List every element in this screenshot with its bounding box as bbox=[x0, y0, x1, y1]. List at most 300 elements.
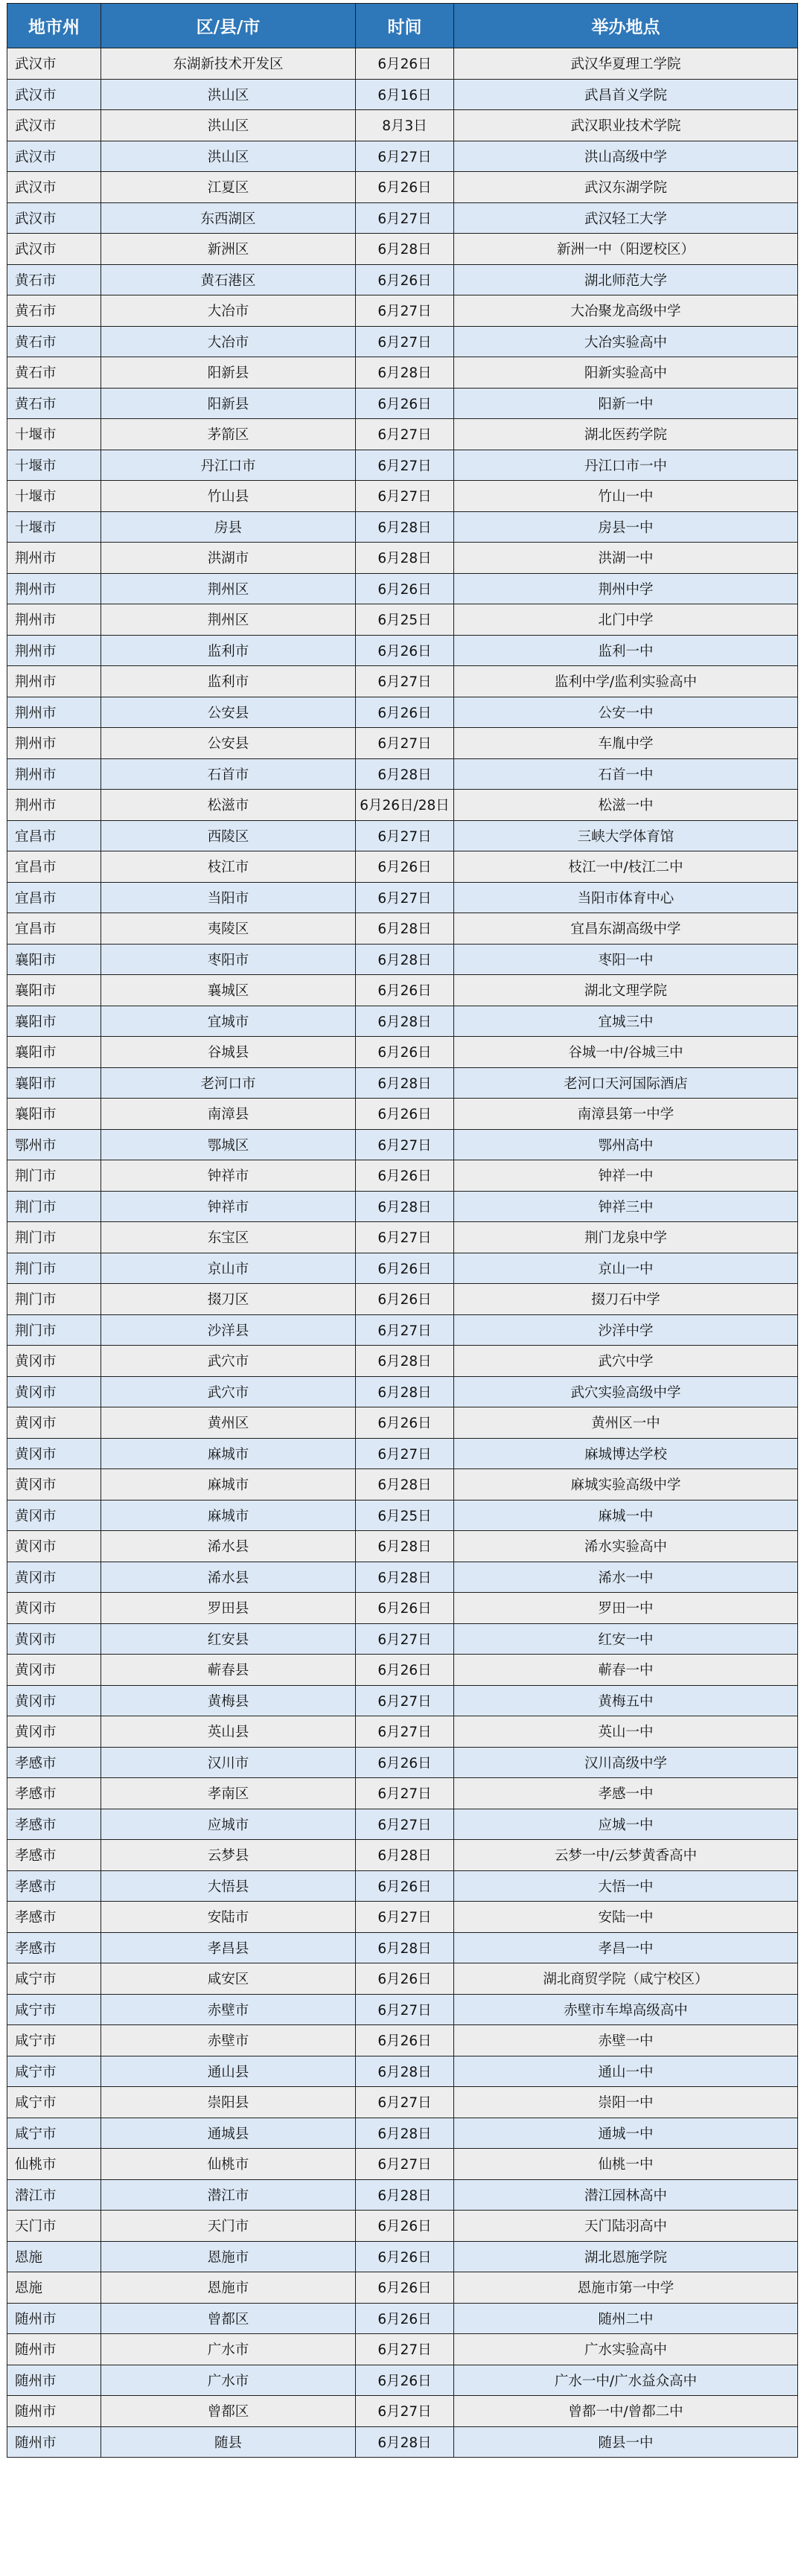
cell-district: 黄梅县 bbox=[101, 1685, 356, 1716]
table-row bbox=[7, 1963, 798, 1995]
cell-district: 云梦县 bbox=[101, 1840, 356, 1871]
cell-district: 麻城市 bbox=[101, 1469, 356, 1500]
table-row bbox=[7, 1099, 798, 1130]
table-row bbox=[7, 1253, 798, 1284]
cell-district: 通山县 bbox=[101, 2056, 356, 2087]
cell-city: 襄阳市 bbox=[7, 944, 101, 975]
table-row bbox=[7, 1747, 798, 1778]
cell-district: 公安县 bbox=[101, 697, 356, 728]
cell-district: 浠水县 bbox=[101, 1531, 356, 1562]
cell-venue: 当阳市体育中心 bbox=[454, 882, 798, 913]
cell-district: 荆州区 bbox=[101, 604, 356, 636]
cell-date: 6月26日 bbox=[356, 635, 454, 666]
cell-venue: 钟祥三中 bbox=[454, 1191, 798, 1222]
cell-date: 6月27日 bbox=[356, 2334, 454, 2365]
cell-venue: 谷城一中/谷城三中 bbox=[454, 1037, 798, 1068]
cell-venue: 武穴实验高级中学 bbox=[454, 1376, 798, 1407]
cell-venue: 洪山高级中学 bbox=[454, 141, 798, 172]
cell-city: 随州市 bbox=[7, 2426, 101, 2458]
cell-city: 孝感市 bbox=[7, 1809, 101, 1840]
cell-venue: 武昌首义学院 bbox=[454, 79, 798, 110]
cell-venue: 赤壁市车埠高级高中 bbox=[454, 1994, 798, 2025]
cell-date: 6月28日 bbox=[356, 2056, 454, 2087]
table-row bbox=[7, 48, 798, 80]
cell-city: 黄冈市 bbox=[7, 1685, 101, 1716]
cell-venue: 通城一中 bbox=[454, 2118, 798, 2149]
cell-venue: 孝感一中 bbox=[454, 1778, 798, 1809]
table-row bbox=[7, 419, 798, 450]
cell-date: 6月27日 bbox=[356, 202, 454, 234]
cell-district: 曾都区 bbox=[101, 2396, 356, 2427]
header-city: 地市州 bbox=[7, 4, 101, 48]
cell-date: 6月27日 bbox=[356, 1222, 454, 1253]
cell-venue: 湖北商贸学院（咸宁校区） bbox=[454, 1963, 798, 1995]
cell-city: 武汉市 bbox=[7, 202, 101, 234]
table-row bbox=[7, 1438, 798, 1469]
cell-date: 6月26日 bbox=[356, 2241, 454, 2272]
cell-venue: 松滋一中 bbox=[454, 790, 798, 821]
cell-district: 洪山区 bbox=[101, 79, 356, 110]
cell-date: 6月27日 bbox=[356, 481, 454, 512]
cell-district: 枝江市 bbox=[101, 851, 356, 883]
cell-district: 孝南区 bbox=[101, 1778, 356, 1809]
cell-date: 6月26日 bbox=[356, 172, 454, 203]
cell-date: 6月27日 bbox=[356, 820, 454, 851]
cell-district: 孝昌县 bbox=[101, 1932, 356, 1963]
table-row bbox=[7, 1685, 798, 1716]
cell-city: 随州市 bbox=[7, 2365, 101, 2396]
cell-venue: 湖北恩施学院 bbox=[454, 2241, 798, 2272]
cell-venue: 黄梅五中 bbox=[454, 1685, 798, 1716]
cell-city: 咸宁市 bbox=[7, 1963, 101, 1995]
cell-date: 6月28日 bbox=[356, 944, 454, 975]
cell-venue: 枣阳一中 bbox=[454, 944, 798, 975]
cell-city: 仙桃市 bbox=[7, 2149, 101, 2180]
cell-date: 6月28日 bbox=[356, 357, 454, 389]
cell-city: 荆州市 bbox=[7, 604, 101, 636]
cell-district: 赤壁市 bbox=[101, 1994, 356, 2025]
cell-date: 6月26日 bbox=[356, 2303, 454, 2334]
cell-venue: 武穴中学 bbox=[454, 1346, 798, 1377]
table-row bbox=[7, 2396, 798, 2427]
cell-district: 当阳市 bbox=[101, 882, 356, 913]
cell-city: 孝感市 bbox=[7, 1778, 101, 1809]
table-row bbox=[7, 2025, 798, 2056]
cell-date: 6月26日 bbox=[356, 48, 454, 80]
cell-date: 6月27日 bbox=[356, 1994, 454, 2025]
cell-venue: 车胤中学 bbox=[454, 728, 798, 759]
cell-venue: 孝昌一中 bbox=[454, 1932, 798, 1963]
cell-district: 丹江口市 bbox=[101, 450, 356, 481]
cell-date: 6月26日 bbox=[356, 1284, 454, 1315]
table-row bbox=[7, 1994, 798, 2025]
cell-district: 钟祥市 bbox=[101, 1191, 356, 1222]
table-row bbox=[7, 2303, 798, 2334]
cell-city: 黄石市 bbox=[7, 264, 101, 295]
table-row bbox=[7, 450, 798, 481]
cell-city: 鄂州市 bbox=[7, 1129, 101, 1160]
cell-district: 洪山区 bbox=[101, 141, 356, 172]
table-row bbox=[7, 2179, 798, 2211]
schedule-table bbox=[7, 3, 798, 2458]
table-row bbox=[7, 1160, 798, 1192]
cell-city: 武汉市 bbox=[7, 110, 101, 141]
cell-city: 黄冈市 bbox=[7, 1407, 101, 1439]
cell-district: 钟祥市 bbox=[101, 1160, 356, 1192]
cell-district: 大冶市 bbox=[101, 326, 356, 357]
cell-date: 6月26日 bbox=[356, 1407, 454, 1439]
cell-city: 随州市 bbox=[7, 2303, 101, 2334]
cell-date: 6月27日 bbox=[356, 141, 454, 172]
cell-date: 6月26日 bbox=[356, 1099, 454, 1130]
cell-city: 宜昌市 bbox=[7, 882, 101, 913]
cell-venue: 大冶实验高中 bbox=[454, 326, 798, 357]
cell-date: 6月27日 bbox=[356, 1438, 454, 1469]
cell-venue: 蕲春一中 bbox=[454, 1655, 798, 1686]
cell-district: 老河口市 bbox=[101, 1067, 356, 1099]
cell-city: 孝感市 bbox=[7, 1870, 101, 1902]
cell-venue: 武汉东湖学院 bbox=[454, 172, 798, 203]
cell-city: 荆门市 bbox=[7, 1191, 101, 1222]
cell-city: 黄冈市 bbox=[7, 1716, 101, 1748]
cell-district: 枣阳市 bbox=[101, 944, 356, 975]
cell-date: 6月28日 bbox=[356, 2426, 454, 2458]
cell-venue: 广水一中/广水益众高中 bbox=[454, 2365, 798, 2396]
cell-city: 咸宁市 bbox=[7, 1994, 101, 2025]
table-row bbox=[7, 1222, 798, 1253]
table-row bbox=[7, 2365, 798, 2396]
cell-city: 宜昌市 bbox=[7, 820, 101, 851]
cell-venue: 天门陆羽高中 bbox=[454, 2211, 798, 2242]
table-row bbox=[7, 913, 798, 945]
cell-district: 黄州区 bbox=[101, 1407, 356, 1439]
cell-date: 6月26日 bbox=[356, 1870, 454, 1902]
cell-district: 红安县 bbox=[101, 1623, 356, 1655]
cell-city: 天门市 bbox=[7, 2211, 101, 2242]
table-row bbox=[7, 1932, 798, 1963]
cell-district: 天门市 bbox=[101, 2211, 356, 2242]
cell-district: 武穴市 bbox=[101, 1376, 356, 1407]
cell-venue: 恩施市第一中学 bbox=[454, 2272, 798, 2304]
cell-city: 十堰市 bbox=[7, 419, 101, 450]
table-row bbox=[7, 1500, 798, 1531]
cell-venue: 南漳县第一中学 bbox=[454, 1099, 798, 1130]
cell-venue: 浠水一中 bbox=[454, 1562, 798, 1593]
cell-date: 6月27日 bbox=[356, 2087, 454, 2118]
cell-venue: 麻城博达学校 bbox=[454, 1438, 798, 1469]
cell-date: 6月27日 bbox=[356, 882, 454, 913]
cell-district: 应城市 bbox=[101, 1809, 356, 1840]
cell-date: 6月27日 bbox=[356, 2396, 454, 2427]
cell-date: 6月28日 bbox=[356, 2179, 454, 2211]
cell-district: 大悟县 bbox=[101, 1870, 356, 1902]
cell-date: 6月28日 bbox=[356, 543, 454, 574]
cell-city: 荆州市 bbox=[7, 758, 101, 790]
cell-district: 新洲区 bbox=[101, 234, 356, 265]
table-row bbox=[7, 172, 798, 203]
cell-venue: 钟祥一中 bbox=[454, 1160, 798, 1192]
table-row bbox=[7, 1531, 798, 1562]
cell-venue: 湖北师范大学 bbox=[454, 264, 798, 295]
table-row bbox=[7, 1562, 798, 1593]
cell-date: 6月26日 bbox=[356, 1747, 454, 1778]
cell-date: 6月27日 bbox=[356, 1685, 454, 1716]
cell-venue: 沙洋中学 bbox=[454, 1314, 798, 1346]
cell-district: 随县 bbox=[101, 2426, 356, 2458]
header-venue: 举办地点 bbox=[454, 4, 798, 48]
cell-date: 6月28日 bbox=[356, 1006, 454, 1037]
cell-venue: 掇刀石中学 bbox=[454, 1284, 798, 1315]
table-row bbox=[7, 1067, 798, 1099]
table-row bbox=[7, 1129, 798, 1160]
table-row bbox=[7, 1376, 798, 1407]
cell-date: 6月28日 bbox=[356, 1531, 454, 1562]
table-row bbox=[7, 882, 798, 913]
cell-date: 6月25日 bbox=[356, 604, 454, 636]
cell-district: 广水市 bbox=[101, 2365, 356, 2396]
cell-date: 6月26日 bbox=[356, 1253, 454, 1284]
cell-venue: 大悟一中 bbox=[454, 1870, 798, 1902]
cell-district: 宜城市 bbox=[101, 1006, 356, 1037]
cell-venue: 武汉轻工大学 bbox=[454, 202, 798, 234]
cell-venue: 公安一中 bbox=[454, 697, 798, 728]
cell-district: 夷陵区 bbox=[101, 913, 356, 945]
cell-district: 沙洋县 bbox=[101, 1314, 356, 1346]
cell-date: 6月26日 bbox=[356, 851, 454, 883]
cell-venue: 荆州中学 bbox=[454, 573, 798, 604]
cell-district: 南漳县 bbox=[101, 1099, 356, 1130]
cell-city: 随州市 bbox=[7, 2334, 101, 2365]
table-row bbox=[7, 635, 798, 666]
cell-district: 汉川市 bbox=[101, 1747, 356, 1778]
cell-district: 襄城区 bbox=[101, 975, 356, 1006]
cell-date: 6月28日 bbox=[356, 1346, 454, 1377]
table-row bbox=[7, 295, 798, 327]
table-row bbox=[7, 1037, 798, 1068]
cell-district: 仙桃市 bbox=[101, 2149, 356, 2180]
cell-city: 襄阳市 bbox=[7, 1006, 101, 1037]
cell-venue: 崇阳一中 bbox=[454, 2087, 798, 2118]
cell-district: 荆州区 bbox=[101, 573, 356, 604]
cell-city: 荆州市 bbox=[7, 573, 101, 604]
table-row bbox=[7, 357, 798, 389]
cell-city: 武汉市 bbox=[7, 141, 101, 172]
cell-district: 广水市 bbox=[101, 2334, 356, 2365]
cell-city: 随州市 bbox=[7, 2396, 101, 2427]
cell-district: 监利市 bbox=[101, 666, 356, 697]
cell-venue: 湖北文理学院 bbox=[454, 975, 798, 1006]
cell-date: 6月27日 bbox=[356, 419, 454, 450]
cell-district: 阳新县 bbox=[101, 388, 356, 419]
cell-city: 黄石市 bbox=[7, 326, 101, 357]
cell-date: 8月3日 bbox=[356, 110, 454, 141]
cell-district: 崇阳县 bbox=[101, 2087, 356, 2118]
cell-date: 6月26日 bbox=[356, 1160, 454, 1192]
table-row bbox=[7, 1314, 798, 1346]
cell-date: 6月27日 bbox=[356, 1809, 454, 1840]
cell-venue: 阳新实验高中 bbox=[454, 357, 798, 389]
cell-date: 6月27日 bbox=[356, 295, 454, 327]
cell-venue: 三峡大学体育馆 bbox=[454, 820, 798, 851]
cell-city: 黄冈市 bbox=[7, 1531, 101, 1562]
cell-city: 黄冈市 bbox=[7, 1655, 101, 1686]
cell-venue: 浠水实验高中 bbox=[454, 1531, 798, 1562]
cell-district: 恩施市 bbox=[101, 2241, 356, 2272]
cell-venue: 黄州区一中 bbox=[454, 1407, 798, 1439]
cell-venue: 仙桃一中 bbox=[454, 2149, 798, 2180]
cell-date: 6月27日 bbox=[356, 1902, 454, 1933]
cell-venue: 红安一中 bbox=[454, 1623, 798, 1655]
cell-date: 6月16日 bbox=[356, 79, 454, 110]
cell-city: 荆州市 bbox=[7, 666, 101, 697]
cell-venue: 枝江一中/枝江二中 bbox=[454, 851, 798, 883]
cell-district: 洪湖市 bbox=[101, 543, 356, 574]
cell-date: 6月28日 bbox=[356, 758, 454, 790]
cell-city: 咸宁市 bbox=[7, 2087, 101, 2118]
cell-date: 6月28日 bbox=[356, 234, 454, 265]
table-row bbox=[7, 728, 798, 759]
cell-date: 6月26日 bbox=[356, 697, 454, 728]
cell-venue: 麻城一中 bbox=[454, 1500, 798, 1531]
cell-date: 6月27日 bbox=[356, 666, 454, 697]
table-row bbox=[7, 697, 798, 728]
cell-district: 房县 bbox=[101, 511, 356, 543]
cell-venue: 麻城实验高级中学 bbox=[454, 1469, 798, 1500]
cell-venue: 广水实验高中 bbox=[454, 2334, 798, 2365]
table-row bbox=[7, 141, 798, 172]
cell-city: 十堰市 bbox=[7, 450, 101, 481]
cell-date: 6月26日 bbox=[356, 2211, 454, 2242]
table-row bbox=[7, 2241, 798, 2272]
table-row bbox=[7, 1716, 798, 1748]
cell-date: 6月26日 bbox=[356, 1655, 454, 1686]
cell-district: 黄石港区 bbox=[101, 264, 356, 295]
cell-date: 6月28日 bbox=[356, 913, 454, 945]
table-row bbox=[7, 790, 798, 821]
table-row bbox=[7, 1191, 798, 1222]
table-row bbox=[7, 666, 798, 697]
table-row bbox=[7, 1623, 798, 1655]
cell-district: 掇刀区 bbox=[101, 1284, 356, 1315]
cell-date: 6月26日 bbox=[356, 388, 454, 419]
cell-city: 黄冈市 bbox=[7, 1500, 101, 1531]
cell-city: 十堰市 bbox=[7, 511, 101, 543]
cell-city: 襄阳市 bbox=[7, 975, 101, 1006]
cell-date: 6月26日 bbox=[356, 264, 454, 295]
cell-city: 武汉市 bbox=[7, 234, 101, 265]
cell-venue: 监利一中 bbox=[454, 635, 798, 666]
table-row bbox=[7, 388, 798, 419]
cell-venue: 武汉职业技术学院 bbox=[454, 110, 798, 141]
cell-city: 荆门市 bbox=[7, 1314, 101, 1346]
table-row bbox=[7, 573, 798, 604]
cell-city: 潜江市 bbox=[7, 2179, 101, 2211]
table-row bbox=[7, 326, 798, 357]
cell-district: 安陆市 bbox=[101, 1902, 356, 1933]
cell-venue: 监利中学/监利实验高中 bbox=[454, 666, 798, 697]
table-row bbox=[7, 758, 798, 790]
cell-district: 东西湖区 bbox=[101, 202, 356, 234]
cell-venue: 新洲一中（阳逻校区） bbox=[454, 234, 798, 265]
table-row bbox=[7, 2334, 798, 2365]
schedule-table-container bbox=[7, 3, 797, 2458]
table-row bbox=[7, 820, 798, 851]
cell-city: 黄石市 bbox=[7, 388, 101, 419]
cell-date: 6月25日 bbox=[356, 1500, 454, 1531]
cell-date: 6月26日 bbox=[356, 2272, 454, 2304]
table-row bbox=[7, 975, 798, 1006]
cell-city: 黄冈市 bbox=[7, 1593, 101, 1624]
cell-date: 6月27日 bbox=[356, 2149, 454, 2180]
cell-venue: 赤壁一中 bbox=[454, 2025, 798, 2056]
cell-district: 东宝区 bbox=[101, 1222, 356, 1253]
cell-district: 潜江市 bbox=[101, 2179, 356, 2211]
cell-venue: 安陆一中 bbox=[454, 1902, 798, 1933]
table-header bbox=[7, 4, 798, 48]
table-row bbox=[7, 1778, 798, 1809]
cell-district: 监利市 bbox=[101, 635, 356, 666]
cell-district: 赤壁市 bbox=[101, 2025, 356, 2056]
cell-date: 6月27日 bbox=[356, 728, 454, 759]
cell-venue: 罗田一中 bbox=[454, 1593, 798, 1624]
cell-venue: 洪湖一中 bbox=[454, 543, 798, 574]
cell-city: 咸宁市 bbox=[7, 2056, 101, 2087]
cell-city: 黄冈市 bbox=[7, 1469, 101, 1500]
table-row bbox=[7, 1346, 798, 1377]
table-row bbox=[7, 481, 798, 512]
cell-city: 恩施 bbox=[7, 2241, 101, 2272]
cell-city: 咸宁市 bbox=[7, 2118, 101, 2149]
cell-venue: 北门中学 bbox=[454, 604, 798, 636]
cell-venue: 京山一中 bbox=[454, 1253, 798, 1284]
cell-district: 浠水县 bbox=[101, 1562, 356, 1593]
cell-district: 咸安区 bbox=[101, 1963, 356, 1995]
table-row bbox=[7, 944, 798, 975]
cell-venue: 荆门龙泉中学 bbox=[454, 1222, 798, 1253]
cell-city: 黄冈市 bbox=[7, 1623, 101, 1655]
cell-date: 6月28日 bbox=[356, 511, 454, 543]
table-row bbox=[7, 110, 798, 141]
cell-city: 襄阳市 bbox=[7, 1037, 101, 1068]
cell-venue: 丹江口市一中 bbox=[454, 450, 798, 481]
cell-date: 6月28日 bbox=[356, 1932, 454, 1963]
table-row bbox=[7, 2149, 798, 2180]
cell-district: 罗田县 bbox=[101, 1593, 356, 1624]
cell-district: 通城县 bbox=[101, 2118, 356, 2149]
cell-city: 荆门市 bbox=[7, 1253, 101, 1284]
cell-city: 武汉市 bbox=[7, 172, 101, 203]
table-row bbox=[7, 1870, 798, 1902]
cell-date: 6月26日 bbox=[356, 1593, 454, 1624]
table-row bbox=[7, 511, 798, 543]
cell-city: 襄阳市 bbox=[7, 1067, 101, 1099]
cell-district: 石首市 bbox=[101, 758, 356, 790]
cell-date: 6月28日 bbox=[356, 1376, 454, 1407]
table-row bbox=[7, 2056, 798, 2087]
table-row bbox=[7, 1006, 798, 1037]
cell-district: 曾都区 bbox=[101, 2303, 356, 2334]
table-body bbox=[7, 48, 798, 2458]
cell-city: 孝感市 bbox=[7, 1747, 101, 1778]
cell-city: 荆门市 bbox=[7, 1160, 101, 1192]
cell-district: 阳新县 bbox=[101, 357, 356, 389]
cell-city: 黄冈市 bbox=[7, 1438, 101, 1469]
cell-date: 6月27日 bbox=[356, 1129, 454, 1160]
cell-venue: 通山一中 bbox=[454, 2056, 798, 2087]
header-district: 区/县/市 bbox=[101, 4, 356, 48]
cell-city: 孝感市 bbox=[7, 1932, 101, 1963]
cell-date: 6月26日 bbox=[356, 1963, 454, 1995]
